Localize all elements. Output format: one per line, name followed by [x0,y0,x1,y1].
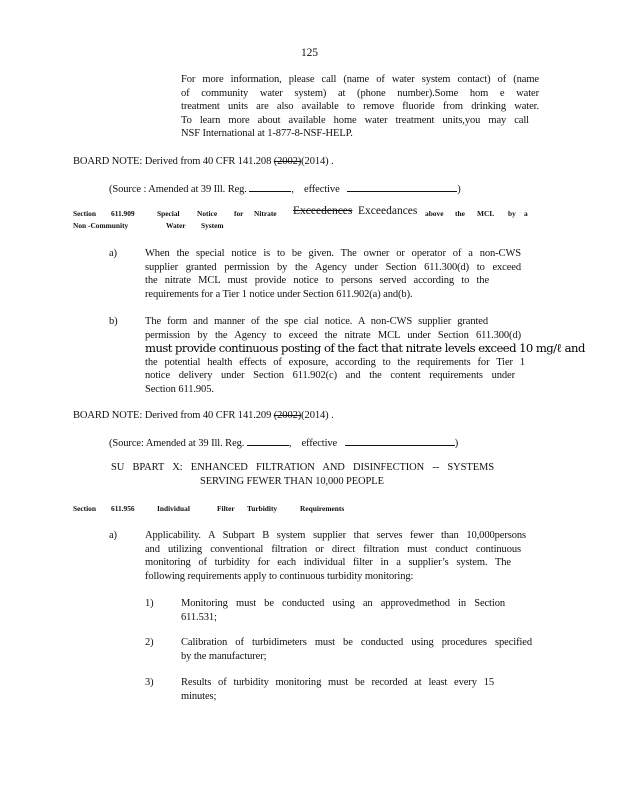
paragraph-line: by the manufacturer; [181,650,267,662]
effective-date-blank [347,181,457,192]
section-number: 611.909 [111,209,135,218]
paragraph-line: Results of turbidity monitoring must be recorded at least every 15 [181,677,494,688]
heading-word: Individual [157,504,190,513]
board-note [73,409,334,423]
paragraph-line: The form and manner of the spe cial notice. A non-CWS supplier granted [145,316,488,327]
source-close: ) [454,438,459,449]
heading-word: a [524,209,528,218]
effective-label: effective [304,184,340,195]
paragraph-line: notice delivery under Section 611.902(c) and the content requirements under [145,370,515,382]
heading-word: above [425,209,444,218]
notice-line: treatment units are also available to remove fluoride from drinking water. [181,101,539,113]
source-label: (Source : Amended at 39 Ill. Reg. [109,184,247,195]
paragraph-line: Section 611.905. [145,383,214,395]
notice-line: of community water system) at (phone number).Some hom e water [181,87,539,99]
item-paragraph [145,247,521,301]
notice-block [181,73,539,141]
heading-word: for [234,209,244,218]
heading-word: Non -Community [73,221,129,230]
item-paragraph [145,529,526,583]
new-year: (2014) . [301,410,334,421]
section-heading-line-2 [73,220,273,231]
sub-item-label: 3) [145,677,154,688]
new-year: (2014) . [301,156,334,167]
paragraph-line: the nitrate MCL must provide notice to persons served according to the [145,275,489,287]
section-heading [73,205,533,219]
source-close: ) [457,184,461,195]
sub-item-label: 1) [145,598,154,609]
item-label: a) [109,248,117,259]
board-note [73,155,334,169]
paragraph-line: following requirements apply to continuous turbidity monitoring: [145,570,414,582]
section-label: Section [73,504,96,513]
heading-word: Water [166,221,186,230]
sub-item-paragraph [181,636,532,663]
heading-word: Special [157,209,180,218]
heading-word: Requirements [300,504,345,513]
new-heading-word: Exceedances [358,205,418,217]
board-note-text: BOARD NOTE: Derived from 40 CFR 141.208 [73,156,272,167]
heading-word: Notice [197,209,218,218]
struck-year: (2002) [273,156,302,167]
paragraph-line: monitoring of turbidity for each individual filter in a supplier’s system. The [145,557,511,569]
heading-word: System [201,221,224,230]
paragraph-line: permission by the Agency to exceed the nitrate MCL under Section 611.300(d) [145,329,521,341]
paragraph-line: Applicability. A Subpart B system supplier that serves fewer than 10,000persons [145,530,526,541]
sub-item-paragraph [181,597,505,624]
source-label: (Source: Amended at 39 Ill. Reg. [109,438,245,449]
section-heading [73,503,373,514]
heading-word: MCL [477,209,495,218]
source-comma: , [291,184,294,195]
notice-line: To learn more about available home water treatment units,you may call [181,114,529,126]
register-blank [249,181,291,192]
notice-line: NSF International at 1-877-8-NSF-HELP. [181,128,353,140]
inserted-bold-line: must provide continuous posting of the fact that nitrate levels exceed 10 mg/ℓ and [145,341,585,356]
source-note [109,435,458,451]
paragraph-line: and utilizing conventional filtration or direct filtration must conduct continuous [145,543,521,555]
effective-label: effective [301,438,338,449]
paragraph-line: the potential health effects of exposure, according to the requirements for Tier 1 [145,356,525,368]
paragraph-line: Calibration of turbidimeters must be conducted using procedures specified [181,637,532,648]
register-blank [247,435,289,446]
subpart-line: SERVING FEWER THAN 10,000 PEOPLE [200,475,384,487]
struck-year: (2002) [273,410,302,421]
heading-word: Nitrate [254,209,277,218]
sub-item-label: 2) [145,637,154,648]
item-label: b) [109,316,118,327]
heading-word: by [508,209,516,218]
heading-word: Filter [217,504,235,513]
page-number: 125 [301,47,318,59]
subpart-heading [111,461,494,488]
paragraph-line: requirements for a Tier 1 notice under Section 611.902(a) and(b). [145,288,413,300]
item-label: a) [109,530,117,541]
source-note [109,181,461,197]
paragraph-line: Monitoring must be conducted using an approvedmethod in Section [181,598,505,609]
paragraph-line: minutes; [181,690,217,702]
paragraph-line: supplier granted permission by the Agency under Section 611.300(d) to exceed [145,261,521,273]
source-comma: , [288,438,292,449]
struck-heading-word: Exceedences [293,205,353,217]
section-label: Section [73,209,96,218]
board-note-text: BOARD NOTE: Derived from 40 CFR 141.209 [73,410,272,421]
sub-item-paragraph [181,676,494,703]
section-number: 611.956 [111,504,135,513]
heading-word: the [455,209,465,218]
paragraph-line: 611.531; [181,611,217,623]
heading-word: Turbidity [247,504,278,513]
notice-line: For more information, please call (name of water system contact) of (name [181,74,539,85]
subpart-line: SU BPART X: ENHANCED FILTRATION AND DISINFECTION -- SYSTEMS [111,462,494,473]
paragraph-line: When the special notice is to be given. The owner or operator of a non-CWS [145,248,521,259]
item-paragraph [145,315,585,397]
effective-date-blank [345,435,455,446]
